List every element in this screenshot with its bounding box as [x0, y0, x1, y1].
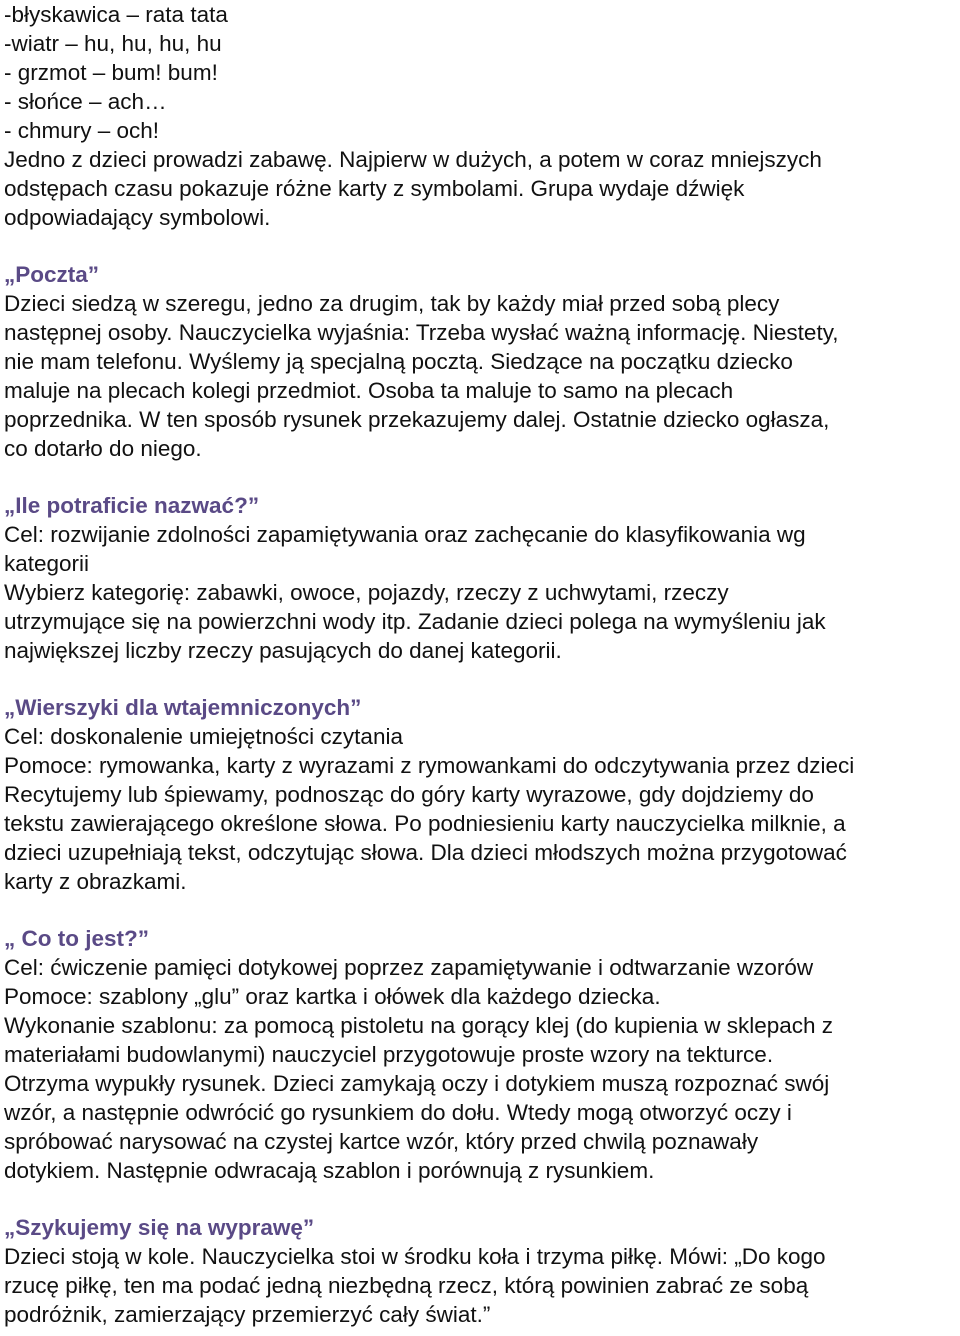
section-line: Recytujemy lub śpiewamy, podnosząc do góry karty wyrazowe, gdy dojdziemy do: [4, 782, 814, 807]
section-line: spróbować narysować na czystej kartce wzór, który przed chwilą poznawały: [4, 1129, 759, 1154]
section-line: tekstu zawierającego określone słowa. Po podniesieniu karty nauczycielka milknie, a: [4, 811, 846, 836]
section-line: Dzieci siedzą w szeregu, jedno za drugim, tak by każdy miał przed sobą plecy: [4, 291, 780, 316]
section-line: nie mam telefonu. Wyślemy ją specjalną pocztą. Siedzące na początku dziecko: [4, 349, 793, 374]
section-heading: „ Co to jest?”: [4, 926, 149, 951]
section-line: kategorii: [4, 551, 90, 576]
section-line: materiałami budowlanymi) nauczyciel przygotowuje proste wzory na tekturce.: [4, 1042, 774, 1067]
section-line: podróżnik, zamierzający przemierzyć cały świat.”: [4, 1302, 491, 1327]
intro-line: Jedno z dzieci prowadzi zabawę. Najpierw w dużych, a potem w coraz mniejszych: [4, 147, 822, 172]
section-heading: „Szykujemy się na wyprawę”: [4, 1215, 315, 1240]
section-line: co dotarło do niego.: [4, 436, 202, 461]
intro-line: odstępach czasu pokazuje różne karty z symbolami. Grupa wydaje dźwięk: [4, 176, 745, 201]
section-line: Wykonanie szablonu: za pomocą pistoletu na gorący klej (do kupienia w sklepach z: [4, 1013, 834, 1038]
section-wierszyki: [4, 693, 960, 896]
section-heading: „Wierszyki dla wtajemniczonych”: [4, 695, 362, 720]
section-line: Pomoce: szablony „glu” oraz kartka i ołówek dla każdego dziecka.: [4, 984, 661, 1009]
section-line: Cel: ćwiczenie pamięci dotykowej poprzez zapamiętywanie i odtwarzanie wzorów: [4, 955, 814, 980]
section-gap: [4, 463, 960, 491]
section-line: maluje na plecach kolegi przedmiot. Osoba ta maluje to samo na plecach: [4, 378, 734, 403]
section-line: dotykiem. Następnie odwracają szablon i porównują z rysunkiem.: [4, 1158, 655, 1183]
section-line: Dzieci stoją w kole. Nauczycielka stoi w środku koła i trzyma piłkę. Mówi: „Do kogo: [4, 1244, 826, 1269]
section-line: poprzednika. W ten sposób rysunek przekazujemy dalej. Ostatnie dziecko ogłasza,: [4, 407, 830, 432]
section-poczta: [4, 260, 960, 463]
section-line: następnej osoby. Nauczycielka wyjaśnia: Trzeba wysłać ważną informację. Niestety,: [4, 320, 839, 345]
section-heading: „Poczta”: [4, 262, 100, 287]
section-szykujemy-sie: [4, 1213, 960, 1329]
section-line: największej liczby rzeczy pasujących do danej kategorii.: [4, 638, 562, 663]
section-line: karty z obrazkami.: [4, 869, 187, 894]
section-co-to-jest: [4, 924, 960, 1185]
section-line: utrzymujące się na powierzchni wody itp. Zadanie dzieci polega na wymyśleniu jak: [4, 609, 826, 634]
section-gap: [4, 1185, 960, 1213]
section-gap: [4, 896, 960, 924]
section-gap: [4, 665, 960, 693]
section-line: Cel: rozwijanie zdolności zapamiętywania oraz zachęcanie do klasyfikowania wg: [4, 522, 806, 547]
intro-line: -wiatr – hu, hu, hu, hu: [4, 31, 222, 56]
section-gap: [4, 232, 960, 260]
intro-line: - słońce – ach…: [4, 89, 167, 114]
section-line: Pomoce: rymowanka, karty z wyrazami z rymowankami do odczytywania przez dzieci: [4, 753, 855, 778]
section-line: rzucę piłkę, ten ma podać jedną niezbędną rzecz, którą powinien zabrać ze sobą: [4, 1273, 809, 1298]
section-line: wzór, a następnie odwrócić go rysunkiem do dołu. Wtedy mogą otworzyć oczy i: [4, 1100, 792, 1125]
intro-block: [4, 0, 960, 232]
section-ile-potraficie-nazwac: [4, 491, 960, 665]
section-heading: „Ile potraficie nazwać?”: [4, 493, 260, 518]
section-line: dzieci uzupełniają tekst, odczytując słowa. Dla dzieci młodszych można przygotować: [4, 840, 847, 865]
section-line: Wybierz kategorię: zabawki, owoce, pojazdy, rzeczy z uchwytami, rzeczy: [4, 580, 729, 605]
intro-line: -błyskawica – rata tata: [4, 2, 228, 27]
intro-line: - grzmot – bum! bum!: [4, 60, 218, 85]
intro-line: odpowiadający symbolowi.: [4, 205, 271, 230]
section-line: Cel: doskonalenie umiejętności czytania: [4, 724, 403, 749]
intro-line: - chmury – och!: [4, 118, 160, 143]
section-line: Otrzyma wypukły rysunek. Dzieci zamykają oczy i dotykiem muszą rozpoznać swój: [4, 1071, 830, 1096]
